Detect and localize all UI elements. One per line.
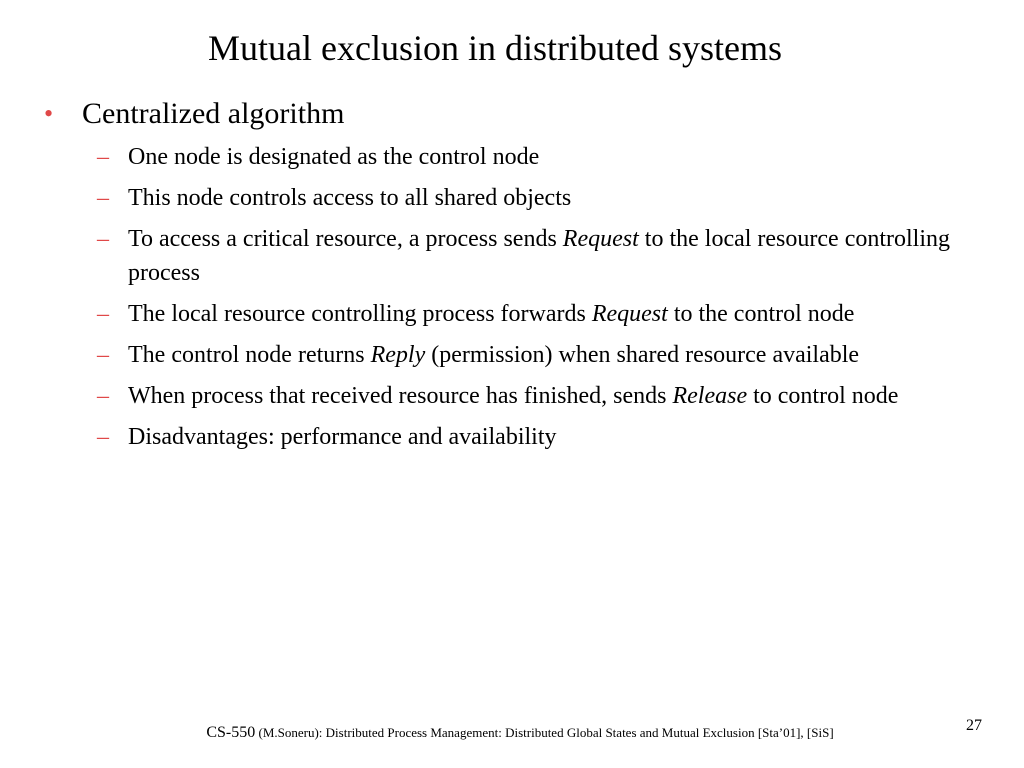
dash-icon: – (97, 342, 109, 368)
footer-course: CS-550 (206, 724, 256, 741)
main-bullet-text: Centralized algorithm (82, 97, 345, 130)
sub-bullet-text: The control node returns (128, 342, 371, 368)
slide-title: Mutual exclusion in distributed systems (208, 28, 782, 68)
page-number: 27 (966, 717, 982, 734)
dash-icon: – (97, 301, 109, 327)
sub-bullet-text: One node is designated as the control node (128, 144, 540, 170)
sub-bullet-text-continued: (permission) when shared resource available (425, 342, 860, 368)
sub-bullet-text-continued: to the control node (667, 301, 855, 327)
sub-bullet-2 (44, 181, 999, 215)
dash-icon: – (97, 383, 109, 409)
sub-bullet-6 (44, 379, 999, 413)
sub-bullet-text-continued: to the local resource controlling process (128, 226, 951, 286)
request-term: Request (562, 226, 639, 252)
bullet-dot-icon: • (44, 99, 54, 128)
slide-footer (0, 723, 1024, 743)
main-bullet (44, 95, 999, 133)
sub-bullet-1 (44, 140, 999, 174)
sub-bullet-4 (44, 297, 999, 331)
sub-bullet-text-continued: to control node (747, 383, 899, 409)
reply-term: Reply (370, 342, 426, 368)
sub-bullet-text: Disadvantages: performance and availability (128, 424, 557, 450)
sub-bullet-3 (44, 222, 999, 290)
sub-bullet-text: This node controls access to all shared objects (128, 185, 572, 211)
sub-bullet-7 (44, 420, 999, 454)
dash-icon: – (97, 185, 109, 211)
dash-icon: – (97, 226, 109, 252)
dash-icon: – (97, 424, 109, 450)
sub-bullet-text: When process that received resource has finished, sends (128, 383, 673, 409)
sub-bullet-list (44, 140, 999, 454)
dash-icon: – (97, 144, 109, 170)
sub-bullet-text: To access a critical resource, a process sends (128, 226, 563, 252)
release-term: Release (672, 383, 748, 409)
request-term: Request (591, 301, 668, 327)
slide-content (44, 95, 999, 461)
footer-text: (M.Soneru): Distributed Process Management: Distributed Global States and Mutual Exclusion [Sta’01], [SiS] (255, 725, 834, 740)
sub-bullet-5 (44, 338, 999, 372)
sub-bullet-text: The local resource controlling process forwards (128, 301, 592, 327)
